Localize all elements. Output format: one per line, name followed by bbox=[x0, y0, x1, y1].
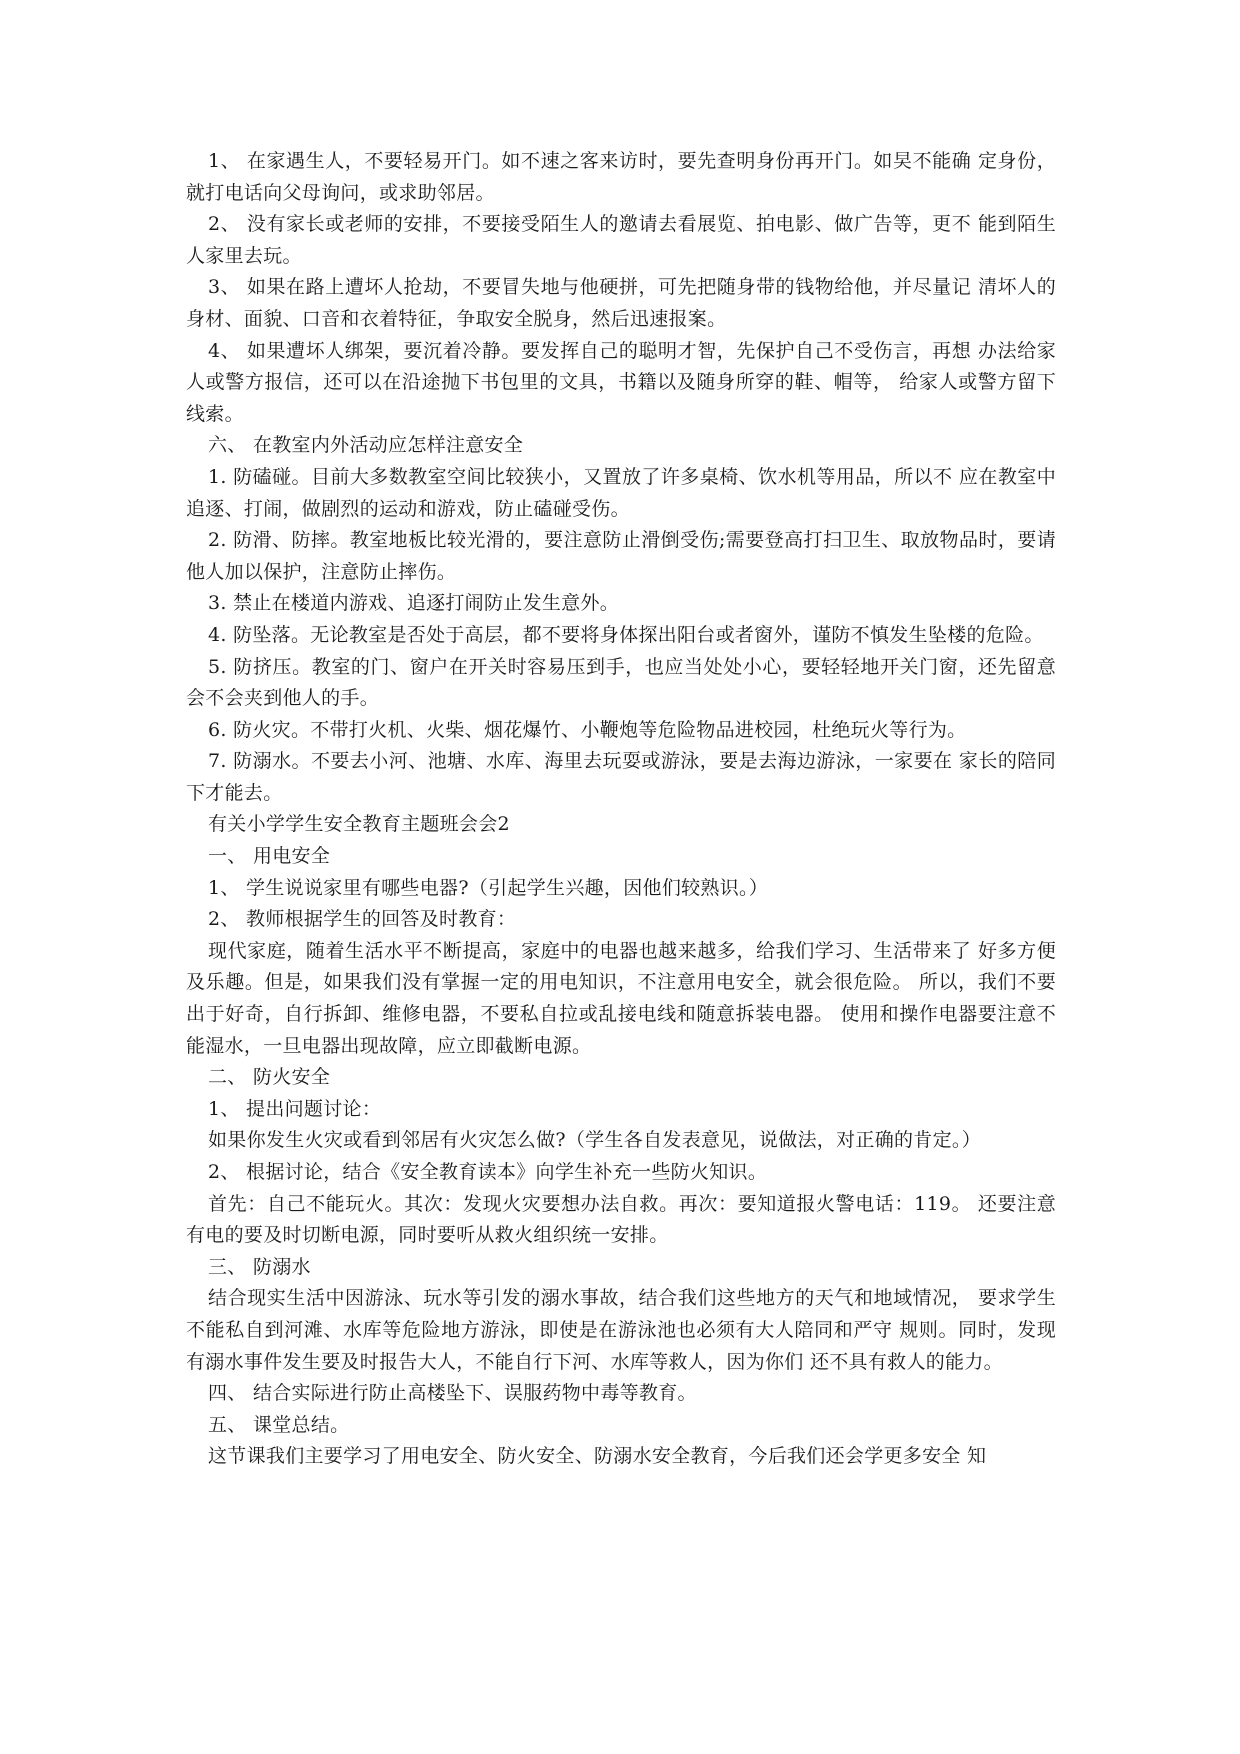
paragraph-discussion-question: 1、 提出问题讨论： bbox=[208, 1097, 382, 1120]
paragraph-no-hallway-games: 3. 禁止在楼道内游戏、追逐打闹防止发生意外。 bbox=[208, 592, 620, 615]
paragraph-home-appliances-question: 1、 学生说说家里有哪些电器?（引起学生兴趣，因他们较熟识。） bbox=[208, 876, 769, 899]
paragraph-prevent-pinching: 5. 防挤压。教室的门、窗户在开关时容易压到手，也应当处处小心，要轻轻地开关门窗，还先留意会不会夹到他人的手。 bbox=[186, 655, 1056, 710]
paragraph-drowning-details: 结合现实生活中因游泳、玩水等引发的溺水事故，结合我们这些地方的天气和地域情况， 要求学生不能私自到河滩、水库等危险地方游泳，即使是在游泳池也必须有大人陪同和严守 规则。同时，发现有溺水事件发生要及时报告大人，不能自行下河、水库等救人，因为你们 还不具有救人的能力。 bbox=[186, 1287, 1056, 1373]
section-title-class-meeting-2: 有关小学学生安全教育主题班会会2 bbox=[208, 813, 510, 836]
paragraph-fire-knowledge: 2、 根据讨论，结合《安全教育读本》向学生补充一些防火知识。 bbox=[208, 1161, 768, 1183]
section-heading-summary: 五、 课堂总结。 bbox=[208, 1413, 350, 1436]
paragraph-modern-household: 现代家庭，随着生活水平不断提高，家庭中的电器也越来越多，给我们学习、生活带来了 好多方便及乐趣。但是，如果我们没有掌握一定的用电知识，不注意用电安全，就会很危险。 所以，我们不要出于好奇，自行拆卸、维修电器，不要私自拉或乱接电线和随意拆装电器。 使用和操作电器要注意不能湿水，一旦电器出现故障，应立即截断电源。 bbox=[186, 939, 1056, 1057]
paragraph-prevent-bumps: 1. 防磕碰。目前大多数教室空间比较狭小，又置放了许多桌椅、饮水机等用品，所以不 应在教室中追逐、打闹，做剧烈的运动和游戏，防止磕碰受伤。 bbox=[186, 465, 1056, 520]
paragraph-fire-scenario: 如果你发生火灾或看到邻居有火灾怎么做?（学生各自发表意见，说做法，对正确的肯定。） bbox=[208, 1129, 981, 1152]
section-heading-electrical-safety: 一、 用电安全 bbox=[208, 845, 331, 868]
paragraph-prevent-fire: 6. 防火灾。不带打火机、火柴、烟花爆竹、小鞭炮等危险物品进校园，杜绝玩火等行为。 bbox=[208, 718, 967, 741]
paragraph-prevent-falls: 4. 防坠落。无论教室是否处于高层，都不要将身体探出阳台或者窗外，谨防不慎发生坠楼的危险。 bbox=[208, 623, 1044, 646]
paragraph-robbery: 3、 如果在路上遭坏人抢劫，不要冒失地与他硬拼，可先把随身带的钱物给他，并尽量记 清坏人的身材、面貌、口音和衣着特征，争取安全脱身，然后迅速报案。 bbox=[186, 276, 1056, 330]
section-heading-fire-safety: 二、 防火安全 bbox=[208, 1066, 331, 1089]
paragraph-kidnapping: 4、 如果遭坏人绑架，要沉着冷静。要发挥自己的聪明才智，先保护自己不受伤言，再想 办法给家人或警方报信，还可以在沿途抛下书包里的文具，书籍以及随身所穿的鞋、帽等， 给家人或警方留下线索。 bbox=[186, 339, 1056, 425]
paragraph-prevent-slips: 2. 防滑、防摔。教室地板比较光滑的，要注意防止滑倒受伤;需要登高打扫卫生、取放物品时，要请他人加以保护，注意防止摔伤。 bbox=[186, 529, 1056, 583]
paragraph-stranger-at-home: 1、 在家遇生人，不要轻易开门。如不速之客来访时，要先查明身份再开门。如旲不能确 定身份，就打电话向父母询问，或求助邻居。 bbox=[186, 150, 1056, 204]
paragraph-stranger-invitation: 2、 没有家长或老师的安排，不要接受陌生人的邀请去看展览、拍电影、做广告等，更不 能到陌生人家里去玩。 bbox=[186, 213, 1056, 267]
document-body bbox=[186, 146, 1056, 1473]
section-heading-classroom-safety: 六、 在教室内外活动应怎样注意安全 bbox=[208, 434, 524, 457]
paragraph-fire-steps: 首先：自己不能玩火。其次：发现火灾要想办法自救。再次：要知道报火警电话：119。 还要注意有电的要及时切断电源，同时要听从救火组织统一安排。 bbox=[186, 1192, 1056, 1247]
section-heading-falls-poisoning: 四、 结合实际进行防止高楼坠下、误服药物中毒等教育。 bbox=[208, 1382, 697, 1405]
section-heading-drowning: 三、 防溺水 bbox=[208, 1255, 311, 1278]
paragraph-prevent-drowning: 7. 防溺水。不要去小河、池塘、水库、海里去玩耍或游泳，要是去海边游泳，一家要在 家长的陪同下才能去。 bbox=[186, 750, 1056, 804]
paragraph-teacher-education: 2、 教师根据学生的回答及时教育： bbox=[208, 908, 517, 931]
paragraph-summary: 这节课我们主要学习了用电安全、防火安全、防溺水安全教育，今后我们还会学更多安全 知 bbox=[208, 1445, 987, 1468]
